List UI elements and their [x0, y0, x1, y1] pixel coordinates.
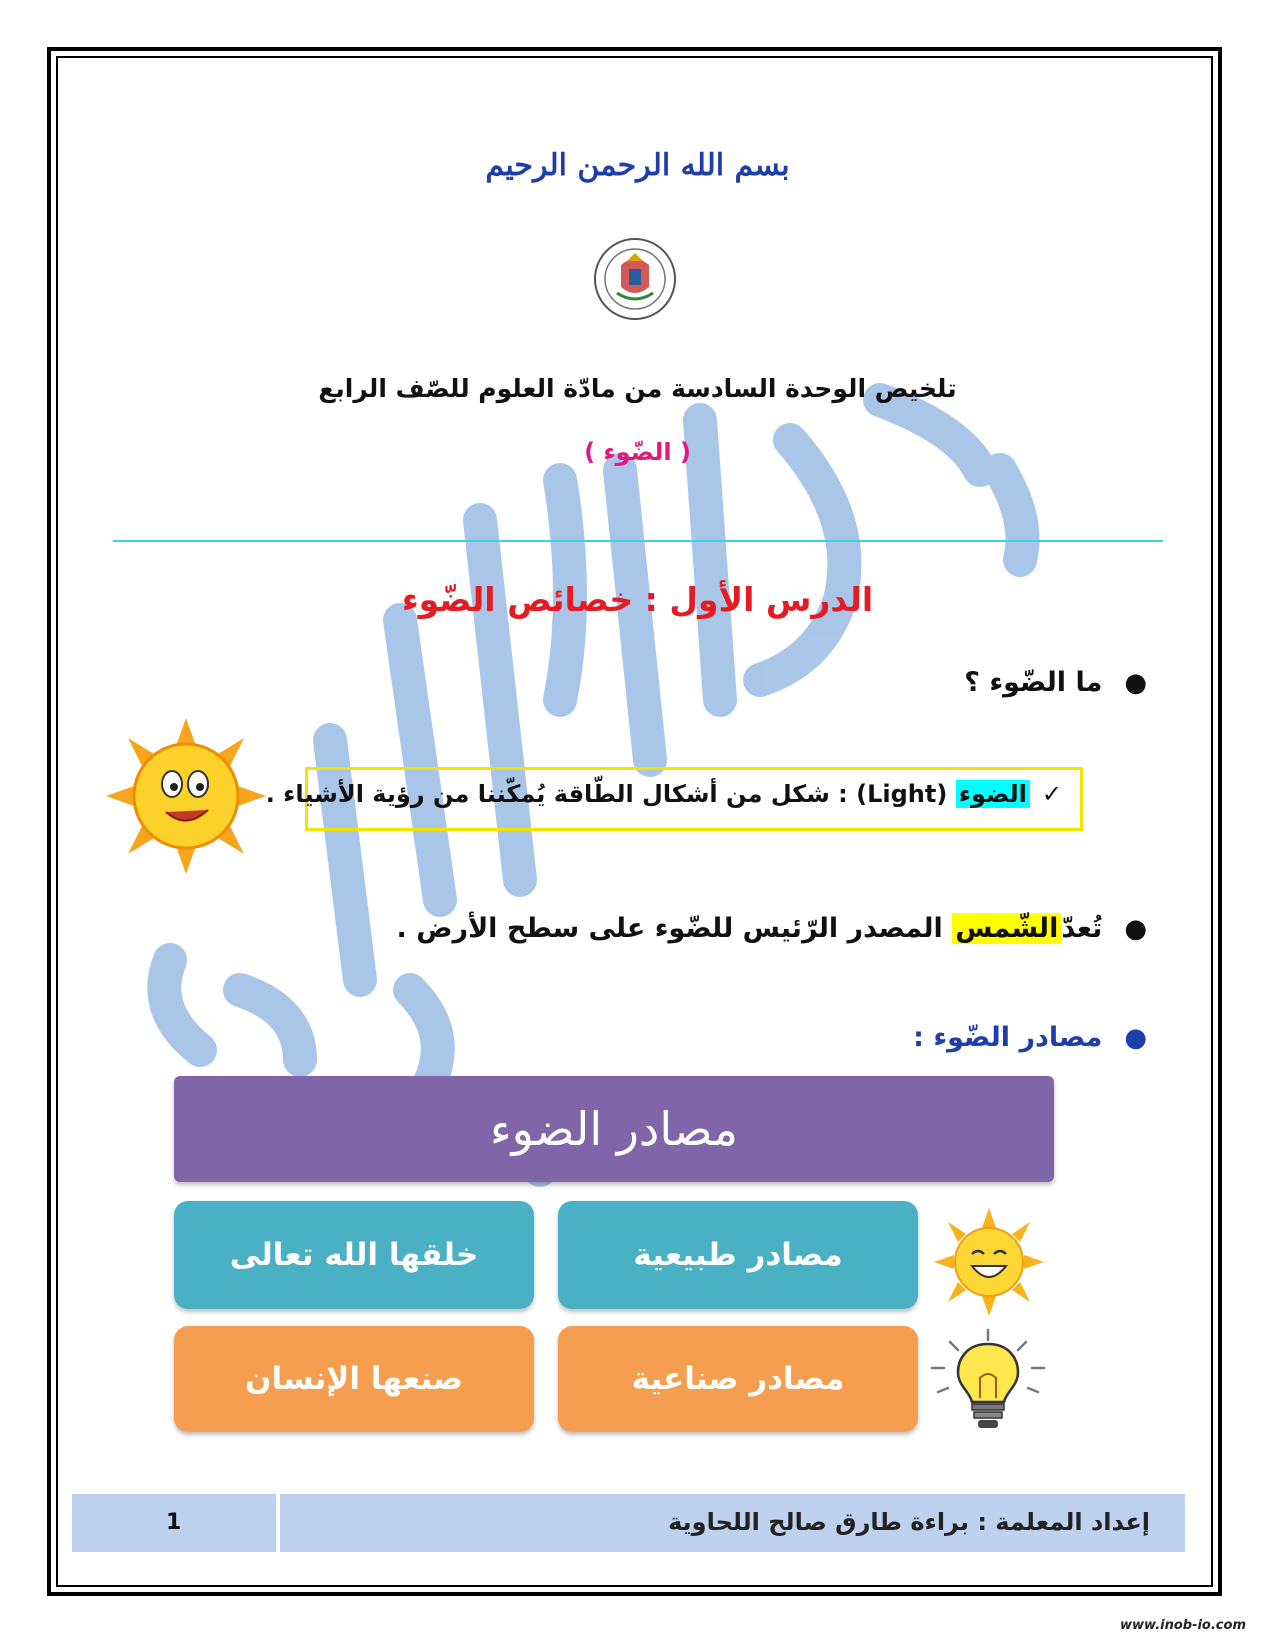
sources-heading-text: مصادر الضّوء :	[913, 1022, 1103, 1053]
section-divider	[113, 540, 1163, 542]
sun-smiling-icon	[104, 716, 268, 876]
artificial-desc-card	[174, 1326, 534, 1432]
natural-desc-card	[174, 1201, 534, 1309]
diagram-header: مصادر الضوء	[174, 1076, 1054, 1182]
sun-fact-prefix: تُعدّ	[1061, 913, 1103, 944]
document-subtitle: ( الضّوء )	[584, 438, 691, 466]
sun-fact	[397, 913, 1147, 944]
footer-separator	[276, 1494, 280, 1552]
definition-term: الضوء	[956, 780, 1030, 808]
light-bulb-icon	[928, 1328, 1048, 1432]
bullet-icon: ●	[1124, 914, 1147, 944]
bullet-icon: ●	[1124, 668, 1147, 698]
question-text: ما الضّوء ؟	[964, 667, 1103, 698]
document-title: تلخيص الوحدة السادسة من مادّة العلوم للصّف الرابع	[318, 374, 957, 403]
sources-heading	[913, 1022, 1147, 1053]
natural-sources-card	[558, 1201, 918, 1309]
artificial-sources-label: مصادر صناعية	[631, 1361, 845, 1397]
basmala: بسم الله الرحمن الرحيم	[485, 148, 790, 183]
question-what-is-light	[964, 667, 1147, 698]
sun-fact-highlight: الشّمس	[952, 913, 1061, 944]
sun-laughing-icon	[930, 1208, 1048, 1316]
natural-desc-label: خلقها الله تعالى	[229, 1237, 479, 1273]
footer-author: إعداد المعلمة : براءة طارق صالح اللحاوية	[668, 1508, 1150, 1536]
artificial-desc-label: صنعها الإنسان	[245, 1361, 463, 1397]
natural-sources-label: مصادر طبيعية	[633, 1237, 843, 1273]
bullet-icon: ●	[1124, 1023, 1147, 1053]
definition-text: : شكل من أشكال الطّاقة يُمكّننا من رؤية الأشياء .	[265, 780, 848, 808]
lesson-title: الدرس الأول : خصائص الضّوء	[401, 580, 874, 619]
page-number: 1	[166, 1510, 182, 1535]
definition-english: (Light)	[856, 780, 948, 808]
emblem-icon	[591, 235, 679, 323]
definition-box	[265, 767, 1083, 831]
artificial-sources-card	[558, 1326, 918, 1432]
check-icon: ✓	[1041, 780, 1062, 808]
sun-fact-rest: المصدر الرّئيس للضّوء على سطح الأرض .	[396, 913, 943, 944]
site-url[interactable]: www.inob-io.com	[1120, 1618, 1246, 1633]
